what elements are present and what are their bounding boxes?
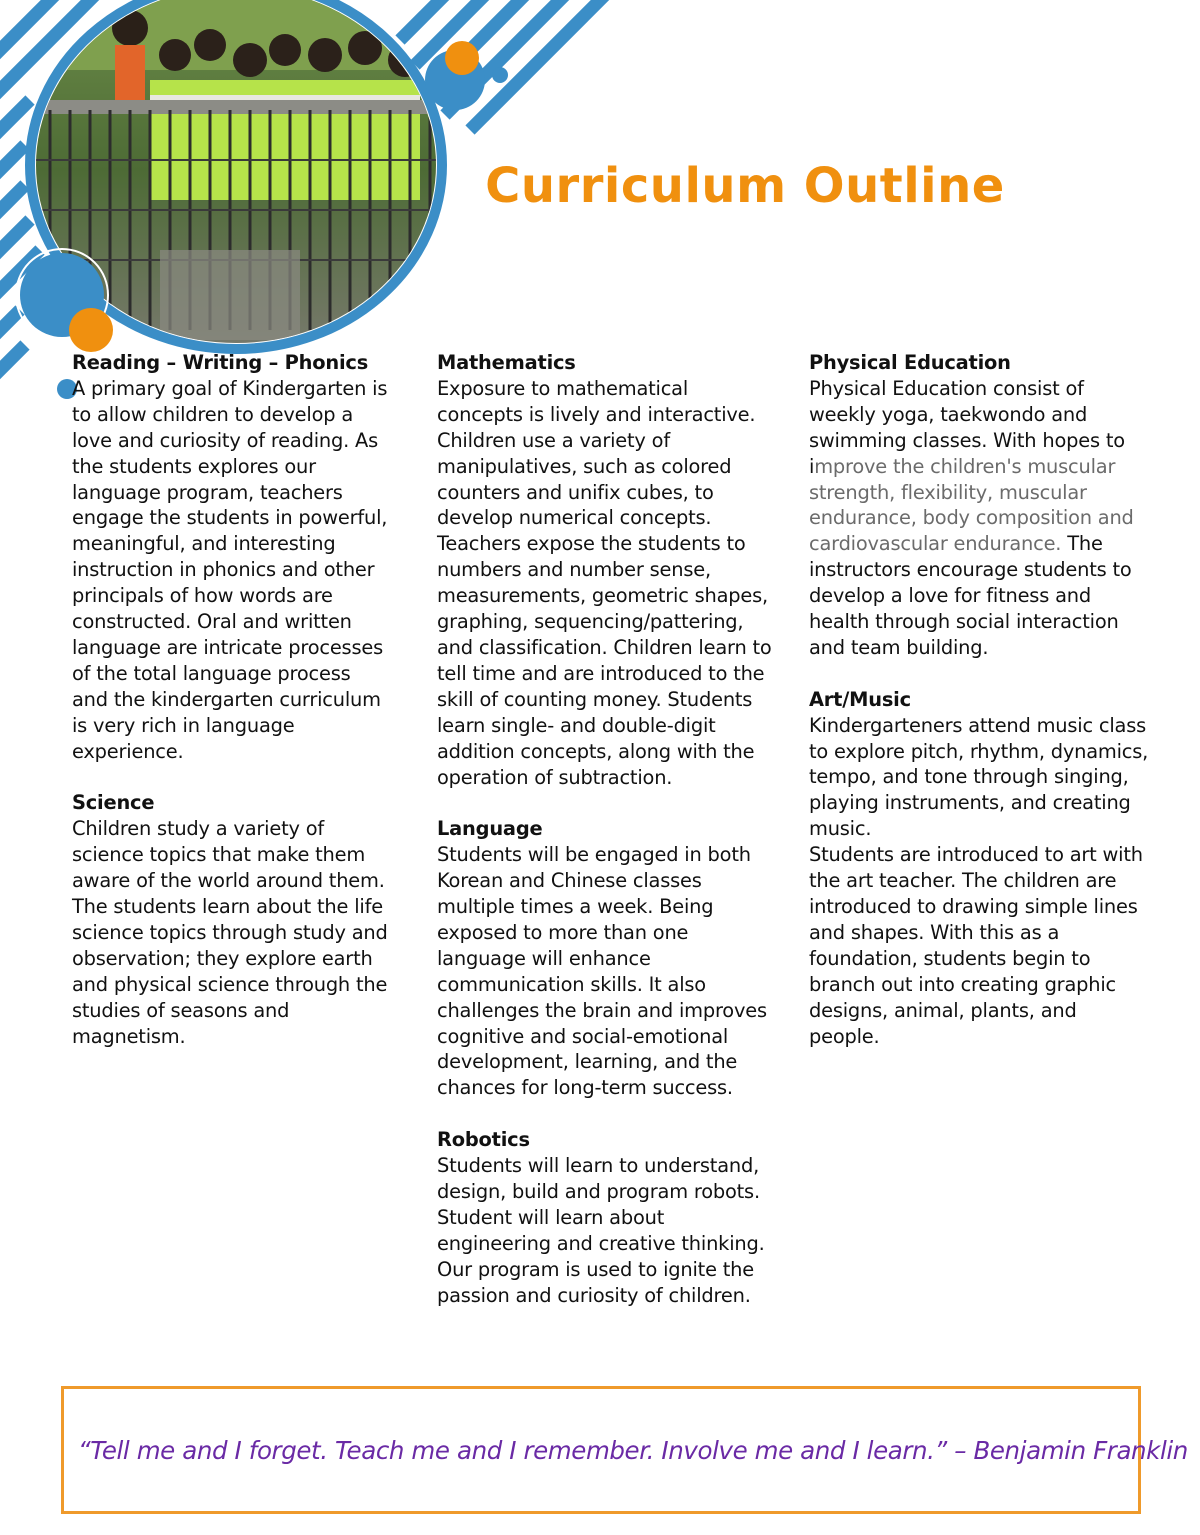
pe-body-part-b: The instructors encourage students to develop a love for fitness and health through social interaction and team building. [809,532,1132,659]
art-music-body: Kindergarteners attend music class to explore pitch, rhythm, dynamics, tempo, and tone through singing, playing instruments, and creating music. [809,713,1149,841]
science-heading: Science [72,791,155,815]
pe-section [809,350,1149,661]
art-section [809,687,1149,1050]
reading-body: A primary goal of Kindergarten is to allow children to develop a love and curiosity of reading. As the students explores our language program, teachers engage the students in powerful, meaningful, and interesting instruction in phonics and other principals of how words are constructed. Oral and written language are intricate processes of the total language process and the kindergarten curriculum is very rich in language experience. [72,376,388,763]
art-body: Students are introduced to art with the art teacher. The children are introduced to drawing simple lines and shapes. With this as a foundation, students begin to branch out into creating graphic designs, animal, plants, and people. [809,843,1143,1048]
reading-heading: Reading – Writing – Phonics [72,351,369,374]
reading-section [72,350,392,765]
science-section [72,790,392,1049]
column-right [809,350,1149,1075]
pe-body-gray: mprove the children's muscular strength, flexibility, muscular endurance, body composition and cardiovascular endurance. [809,454,1134,556]
pe-body-part-a: Physical Education consist of weekly yoga, taekwondo and swimming classes. With hopes to i [809,376,1125,478]
column-left [72,350,392,1075]
robotics-body: Students will learn to understand, design, build and program robots. Student will learn about engineering and creative thinking. Our program is used to ignite the passion and curiosity of children. [437,1154,765,1307]
mathematics-body: Exposure to mathematical concepts is lively and interactive. Children use a variety of manipulatives, such as colored counters and unifix cubes, to develop numerical concepts. Teachers expose the students to numbers and number sense, measurements, geometric shapes, graphing, sequencing/pattering, and classification. Children learn to tell time and are introduced to the skill of counting money. Students learn single- and double-digit addition concepts, along with the operation of subtraction. [437,376,772,789]
quote-text: “Tell me and I forget. Teach me and I remember. Involve me and I learn.” – Benjamin Franklin [78,1436,1188,1465]
science-body: Children study a variety of science topics that make them aware of the world around them. The students learn about the life science topics through study and observation; they explore earth and physical science through the studies of seasons and magnetism. [72,817,388,1048]
robotics-heading: Robotics [437,1128,530,1152]
language-heading: Language [437,817,543,841]
language-body: Students will be engaged in both Korean and Chinese classes multiple times a week. Being exposed to more than one language will enhance communication skills. It also challenges the brain and improves cognitive and social-emotional development, learning, and the chances for long-term success. [437,843,767,1100]
mathematics-heading: Mathematics [437,351,576,374]
pe-heading: Physical Education [809,351,1011,374]
art-heading: Art/Music [809,687,911,711]
language-section [437,816,777,1101]
page-title: Curriculum Outline [485,158,1005,214]
mathematics-section [437,350,777,790]
pe-body [809,376,1149,661]
robotics-section [437,1127,777,1308]
quote-box [61,1386,1188,1514]
column-middle [437,350,777,1334]
